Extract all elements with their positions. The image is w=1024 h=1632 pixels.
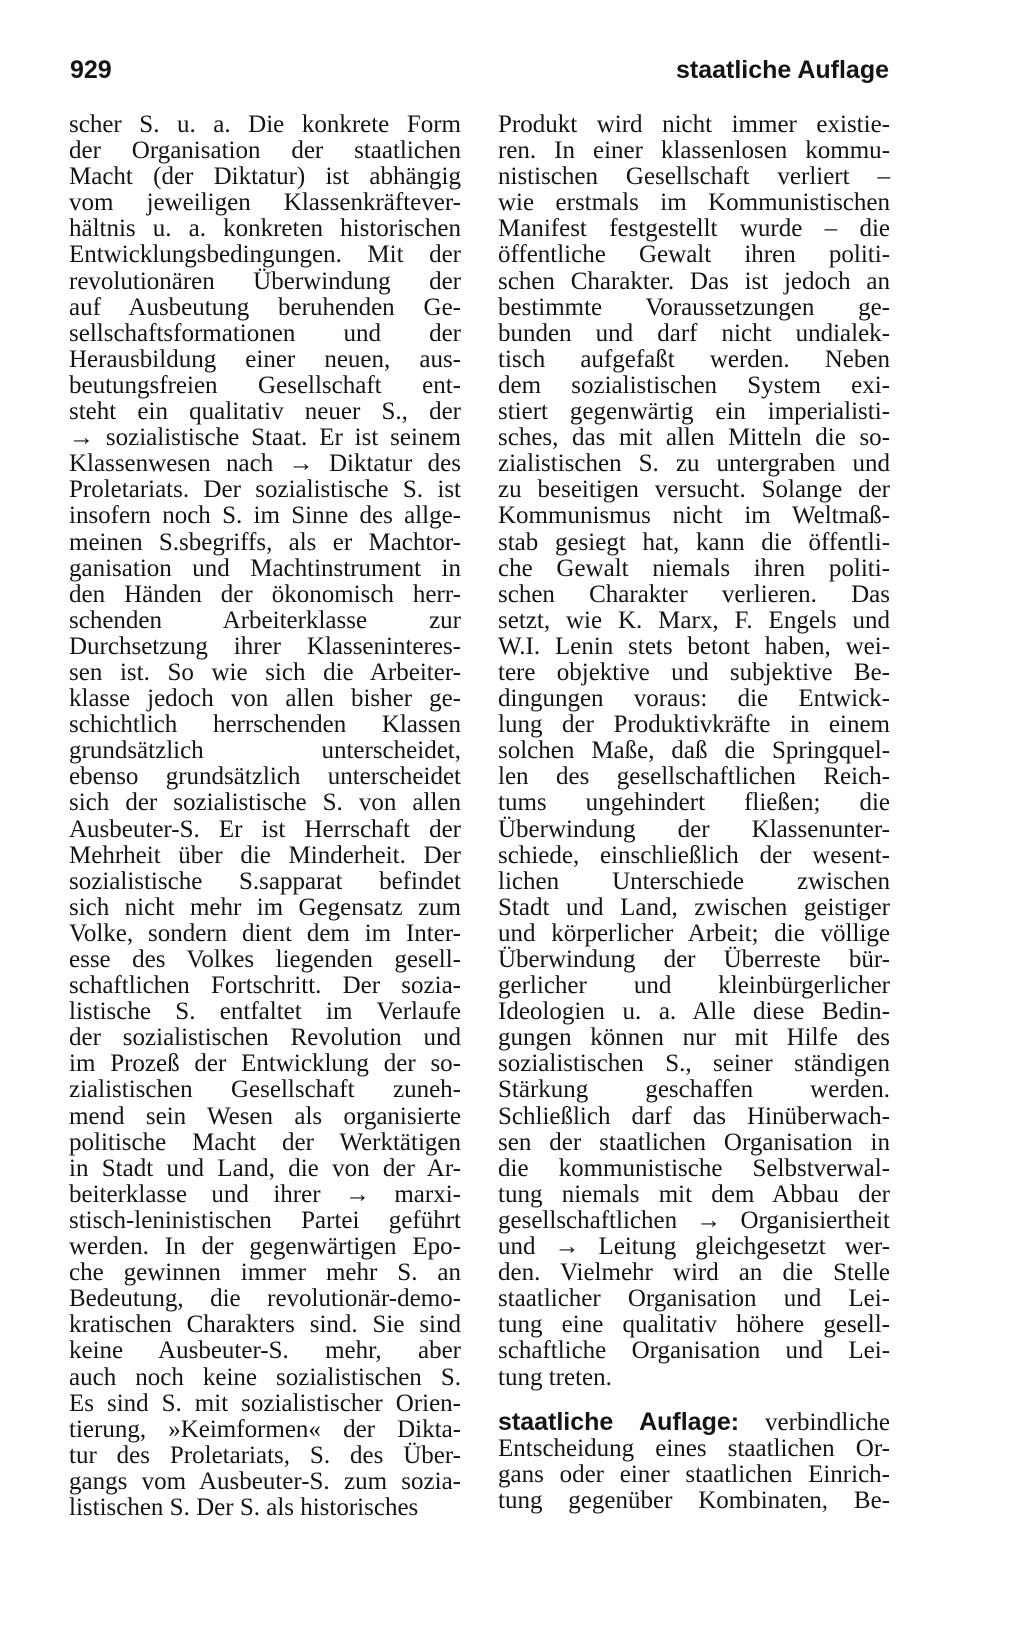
text-line: ren. In einer klassenlosen kommu-	[498, 137, 890, 165]
text-line: Macht (der Diktatur) ist abhängig	[69, 163, 461, 191]
text-line: Klassenwesen nach → Diktatur des	[69, 450, 461, 478]
text-line: revolutionären Überwindung der	[69, 267, 461, 295]
text-line: sen der staatlichen Organisation in	[498, 1128, 890, 1156]
text-line: ebenso grundsätzlich unterscheidet	[69, 763, 461, 791]
text-line: nistischen Gesellschaft verliert –	[498, 163, 890, 191]
text-line: tur des Proletariats, S. des Über-	[69, 1441, 461, 1469]
text-line: tierung, »Keimformen« der Dikta-	[69, 1415, 461, 1443]
text-line: tung treten.	[498, 1363, 612, 1391]
text-line: und → Leitung gleichgesetzt wer-	[498, 1233, 890, 1261]
text-line: Herausbildung einer neuen, aus-	[69, 345, 461, 373]
text-line: bestimmte Voraussetzungen ge-	[498, 293, 890, 321]
text-line: che gewinnen immer mehr S. an	[69, 1259, 461, 1287]
entry-text-line: Entscheidung eines staatlichen Or-	[498, 1434, 890, 1462]
text-line: dingungen voraus: die Entwick-	[498, 685, 890, 713]
text-line: keine Ausbeuter-S. mehr, aber	[69, 1337, 461, 1365]
text-line: werden. In der gegenwärtigen Epo-	[69, 1233, 461, 1261]
text-line: zialistischen S. zu untergraben und	[498, 450, 890, 478]
text-line: gungen können nur mit Hilfe des	[498, 1024, 890, 1052]
text-line: klasse jedoch von allen bisher ge-	[69, 685, 461, 713]
entry-text-line: tung gegenüber Kombinaten, Be-	[498, 1486, 890, 1514]
text-line: schichtlich herrschenden Klassen	[69, 711, 461, 739]
text-line: auch noch keine sozialistischen S.	[69, 1363, 461, 1391]
text-line: in Stadt und Land, die von der Ar-	[69, 1154, 461, 1182]
text-line: stisch-leninistischen Partei geführt	[69, 1206, 461, 1234]
text-line: zialistischen Gesellschaft zuneh-	[69, 1076, 461, 1104]
text-line: bunden und darf nicht undialek-	[498, 319, 890, 347]
text-line: gerlicher und kleinbürgerlicher	[498, 972, 890, 1000]
text-line: Ideologien u. a. Alle diese Bedin-	[498, 998, 890, 1026]
right-column	[498, 112, 890, 1514]
text-line: setzt, wie K. Marx, F. Engels und	[498, 606, 890, 634]
text-line: Durchsetzung ihrer Klasseninteres-	[69, 632, 461, 660]
left-column	[69, 112, 461, 1521]
text-line: schaftliche Organisation und Lei-	[498, 1337, 890, 1365]
text-line: staatlicher Organisation und Lei-	[498, 1285, 890, 1313]
entry-first-line	[498, 1409, 890, 1436]
text-line: beutungsfreien Gesellschaft ent-	[69, 371, 461, 399]
text-line: gangs vom Ausbeuter-S. zum sozia-	[69, 1467, 461, 1495]
entry-headword: staatliche Auflage:	[498, 1407, 740, 1436]
text-line: Stärkung geschaffen werden.	[498, 1076, 890, 1104]
text-line: meinen S.sbegriffs, als er Machtor-	[69, 528, 461, 556]
text-line: → sozialistische Staat. Er ist seinem	[69, 424, 461, 452]
text-line: dem sozialistischen System exi-	[498, 371, 890, 399]
text-line: Es sind S. mit sozialistischer Orien-	[69, 1389, 461, 1417]
text-line: ganisation und Machtinstrument in	[69, 554, 461, 582]
text-line: politische Macht der Werktätigen	[69, 1128, 461, 1156]
text-line: schaftlichen Fortschritt. Der sozia-	[69, 972, 461, 1000]
text-line: tere objektive und subjektive Be-	[498, 658, 890, 686]
text-line: Stadt und Land, zwischen geistiger	[498, 893, 890, 921]
text-line: Ausbeuter-S. Er ist Herrschaft der	[69, 815, 461, 843]
text-line: sen ist. So wie sich die Arbeiter-	[69, 658, 461, 686]
text-line: die kommunistische Selbstverwal-	[498, 1154, 890, 1182]
text-line: gesellschaftlichen → Organisiertheit	[498, 1206, 890, 1234]
text-line: Manifest festgestellt wurde – die	[498, 215, 890, 243]
text-line: Kommunismus nicht im Weltmaß-	[498, 502, 890, 530]
text-line: tums ungehindert fließen; die	[498, 789, 890, 817]
text-line: Volke, sondern dient dem im Inter-	[69, 919, 461, 947]
text-line: schenden Arbeiterklasse zur	[69, 606, 461, 634]
entry-separator	[498, 1391, 890, 1409]
text-line: che Gewalt niemals ihren politi-	[498, 554, 890, 582]
text-line: Proletariats. Der sozialistische S. ist	[69, 476, 461, 504]
entry-text: verbindliche	[765, 1408, 890, 1436]
text-line: sich nicht mehr im Gegensatz zum	[69, 893, 461, 921]
text-line: Entwicklungsbedingungen. Mit der	[69, 241, 461, 269]
text-line: den Händen der ökonomisch herr-	[69, 580, 461, 608]
text-line: listische S. entfaltet im Verlaufe	[69, 998, 461, 1026]
text-line: sich der sozialistische S. von allen	[69, 789, 461, 817]
text-line: Mehrheit über die Minderheit. Der	[69, 841, 461, 869]
text-line: Produkt wird nicht immer existie-	[498, 111, 890, 138]
text-line: hältnis u. a. konkreten historischen	[69, 215, 461, 243]
text-line: stiert gegenwärtig ein imperialisti-	[498, 398, 890, 426]
text-line: schen Charakter. Das ist jedoch an	[498, 267, 890, 295]
text-line: Bedeutung, die revolutionär-demo-	[69, 1285, 461, 1313]
text-line: scher S. u. a. Die konkrete Form	[69, 111, 461, 138]
text-line: sches, das mit allen Mitteln die so-	[498, 424, 890, 452]
text-line: den. Vielmehr wird an die Stelle	[498, 1259, 890, 1287]
text-line: der sozialistischen Revolution und	[69, 1024, 461, 1052]
text-line: Überwindung der Klassenunter-	[498, 815, 890, 843]
text-line: sozialistischen S., seiner ständigen	[498, 1050, 890, 1078]
page-number: 929	[70, 56, 112, 84]
text-line: listischen S. Der S. als historisches	[69, 1493, 419, 1521]
text-line: lichen Unterschiede zwischen	[498, 867, 890, 895]
text-line: grundsätzlich unterscheidet,	[69, 737, 461, 765]
text-line: sellschaftsformationen und der	[69, 319, 461, 347]
text-line: im Prozeß der Entwicklung der so-	[69, 1050, 461, 1078]
text-line: sozialistische S.sapparat befindet	[69, 867, 461, 895]
text-line: mend sein Wesen als organisierte	[69, 1102, 461, 1130]
text-line: wie erstmals im Kommunistischen	[498, 189, 890, 217]
text-line: öffentliche Gewalt ihren politi-	[498, 241, 890, 269]
text-line: esse des Volkes liegenden gesell-	[69, 946, 461, 973]
text-line: zu beseitigen versucht. Solange der	[498, 476, 890, 504]
text-line: Schließlich darf das Hinüberwach-	[498, 1102, 890, 1130]
text-line: und körperlicher Arbeit; die völlige	[498, 919, 890, 947]
entry-text-line: gans oder einer staatlichen Einrich-	[498, 1460, 890, 1488]
text-line: lung der Produktivkräfte in einem	[498, 711, 890, 739]
text-line: solchen Maße, daß die Springquel-	[498, 737, 890, 765]
running-head: staatliche Auflage	[675, 56, 889, 84]
text-line: tung eine qualitativ höhere gesell-	[498, 1311, 890, 1339]
text-line: insofern noch S. im Sinne des allge-	[69, 502, 461, 530]
text-line: kratischen Charakters sind. Sie sind	[69, 1311, 461, 1339]
text-line: schiede, einschließlich der wesent-	[498, 841, 890, 869]
text-line: schen Charakter verlieren. Das	[498, 580, 890, 608]
text-line: stab gesiegt hat, kann die öffentli-	[498, 528, 890, 556]
text-line: beiterklasse und ihrer → marxi-	[69, 1180, 461, 1208]
text-line: len des gesellschaftlichen Reich-	[498, 763, 890, 791]
text-line: der Organisation der staatlichen	[69, 137, 461, 165]
text-line: Überwindung der Überreste bür-	[498, 946, 890, 973]
text-line: steht ein qualitativ neuer S., der	[69, 398, 461, 426]
text-line: auf Ausbeutung beruhenden Ge-	[69, 293, 461, 321]
text-line: vom jeweiligen Klassenkräftever-	[69, 189, 461, 217]
text-line: tung niemals mit dem Abbau der	[498, 1180, 890, 1208]
text-line: W.I. Lenin stets betont haben, wei-	[498, 632, 890, 660]
text-line: tisch aufgefaßt werden. Neben	[498, 345, 890, 373]
